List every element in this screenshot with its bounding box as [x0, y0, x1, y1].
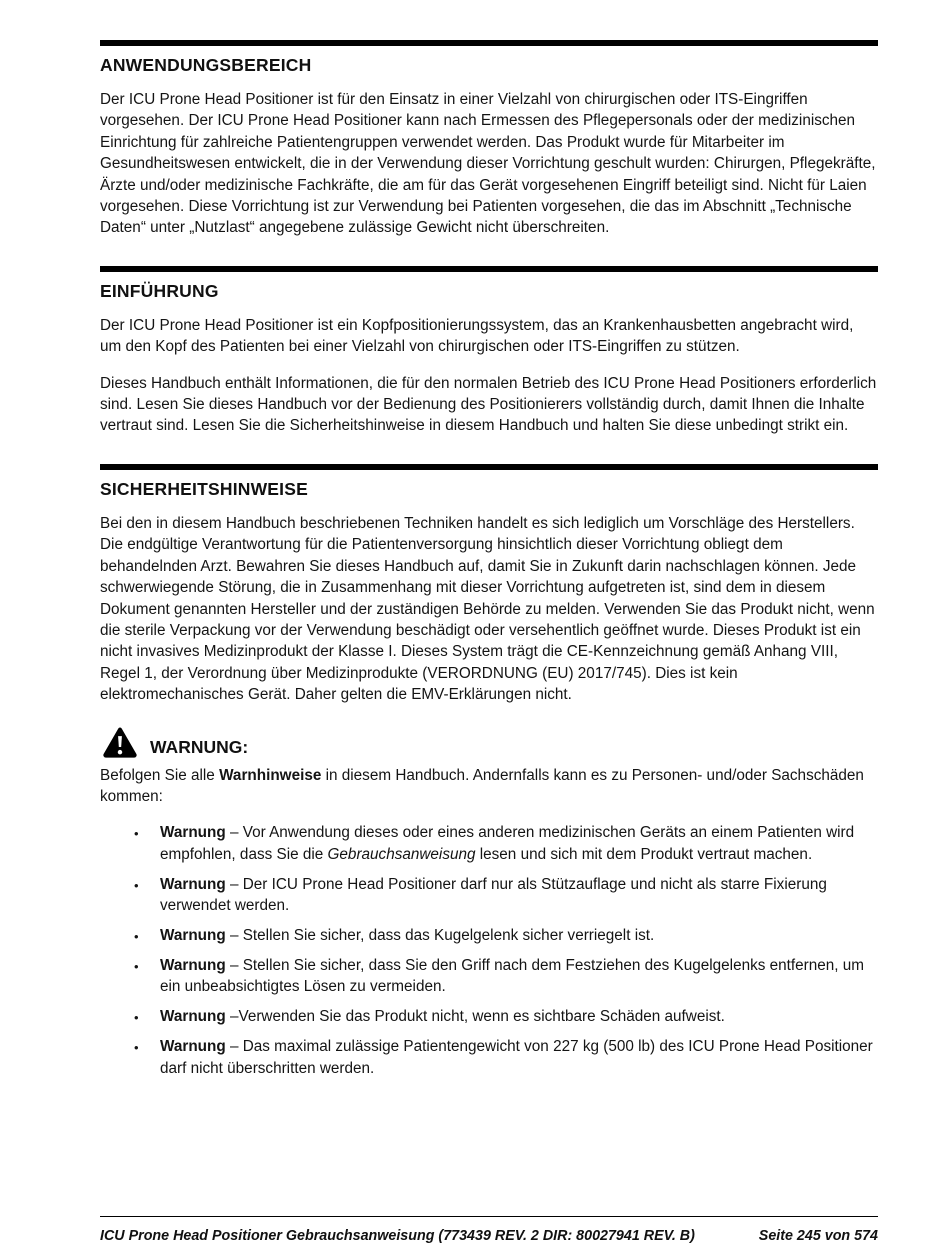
paragraph: Der ICU Prone Head Positioner ist ein Kopfpositionierungssystem, das an Krankenhausbetten angebracht wird, um den Kopf des Patienten bei einer Vielzahl von chirurgischen oder ITS-Eingriffen zu stützen.: [100, 316, 854, 356]
footer-page-number: Seite 245 von 574: [758, 1228, 878, 1244]
warning-header: [102, 726, 878, 759]
section-einfuehrung: [100, 266, 878, 437]
warning-list: [132, 822, 878, 1079]
paragraph: Dieses Handbuch enthält Informationen, die für den normalen Betrieb des ICU Prone Head Positioners erforderlich sind. Lesen Sie dieses Handbuch vor der Bedienung des Positionierers vollständig durch, damit Ihnen die Inhalte vertraut sind. Lesen Sie die Sicherheitshinweise in diesem Handbuch und halten Sie diese unbedingt strikt ein.: [100, 374, 877, 435]
section-sicherheitshinweise: [100, 464, 878, 1079]
warning-text: – Stellen Sie sicher, dass das Kugelgelenk sicher verriegelt ist.: [225, 926, 655, 944]
warning-label: Warnung: [160, 1038, 226, 1056]
section-heading: EINFÜHRUNG: [100, 280, 219, 301]
warning-list-item: [132, 874, 878, 917]
warning-intro-post: in diesem Handbuch. Andernfalls kann es zu Personen- und/oder Sachschäden kommen:: [100, 766, 864, 805]
warning-list-item: [132, 1036, 878, 1079]
warning-text: – Der ICU Prone Head Positioner darf nur als Stützauflage und nicht als starre Fixierung verwendet werden.: [160, 875, 827, 915]
section-anwendungsbereich: [100, 40, 878, 239]
warning-block: [100, 726, 878, 1079]
warning-label: Warnung: [160, 824, 226, 842]
footer-document-title: ICU Prone Head Positioner Gebrauchsanweisung (773439 REV. 2 DIR: 80027941 REV. B): [100, 1228, 695, 1244]
section-heading: SICHERHEITSHINWEISE: [100, 478, 308, 499]
warning-list-item: [132, 925, 878, 946]
section-rule: [100, 266, 878, 272]
warning-text: –Verwenden Sie das Produkt nicht, wenn es sichtbare Schäden aufweist.: [225, 1008, 725, 1026]
warning-title: WARNUNG:: [150, 737, 249, 758]
warning-text: – Vor Anwendung dieses oder eines anderen medizinischen Geräts an einem Patienten wird empfohlen, dass Sie die: [160, 824, 855, 863]
warning-text: – Stellen Sie sicher, dass Sie den Griff nach dem Festziehen des Kugelgelenks entfernen, um ein unbeabsichtigtes Lösen zu vermeiden.: [160, 956, 865, 996]
section-heading: ANWENDUNGSBEREICH: [100, 55, 312, 75]
warning-text-italic: Gebrauchsanweisung: [327, 845, 476, 863]
paragraph: Bei den in diesem Handbuch beschriebenen Techniken handelt es sich lediglich um Vorschläge des Herstellers. Die endgültige Verantwortung für die Patientenversorgung hinsichtlich dieser Vorrichtung obliegt dem behandelnden Arzt. Bewahren Sie dieses Handbuch auf, damit Sie in Zukunft darin nachschlagen können. Jede schwerwiegende Störung, die in Zusammenhang mit dieser Vorrichtung aufgetreten ist, sind dem in diesem Dokument genannten Hersteller und der zuständigen Behörde zu melden. Verwenden Sie das Produkt nicht, wenn die sterile Verpackung vor der Verwendung beschädigt oder versehentlich geöffnet wurde. Dieses Produkt ist ein nicht invasives Medizinprodukt der Klasse I. Dieses System trägt die CE-Kennzeichnung gemäß Anhang VIII, Regel 1, der Verordnung über Medizinprodukte (VERORDNUNG (EU) 2017/745). Dies ist kein elektromechanisches Gerät. Daher gelten die EMV-Erklärungen nicht.: [100, 514, 875, 704]
warning-triangle-icon: [102, 726, 138, 759]
warning-intro: [100, 765, 878, 808]
warning-label: Warnung: [160, 875, 226, 893]
warning-list-item: [132, 1006, 878, 1027]
page-footer: [100, 1216, 878, 1244]
warning-text: – Das maximal zulässige Patientengewicht von 227 kg (500 lb) des ICU Prone Head Positioner darf nicht überschritten werden.: [160, 1038, 873, 1077]
warning-label: Warnung: [160, 1008, 226, 1026]
warning-list-item: [132, 955, 878, 998]
warning-label: Warnung: [160, 926, 226, 944]
section-rule: [100, 40, 878, 46]
warning-intro-bold: Warnhinweise: [219, 766, 322, 784]
section-rule: [100, 464, 878, 470]
warning-text: lesen und sich mit dem Produkt vertraut machen.: [475, 845, 813, 863]
warning-intro-pre: Befolgen Sie alle: [100, 766, 220, 784]
paragraph: Der ICU Prone Head Positioner ist für den Einsatz in einer Vielzahl von chirurgischen oder ITS-Eingriffen vorgesehen. Der ICU Prone Head Positioner kann nach Ermessen des Pflegepersonals oder der medizinischen Einrichtung für zahlreiche Patientengruppen verwendet werden. Das Produkt wurde für Mitarbeiter im Gesundheitswesen entwickelt, die in der Verwendung dieser Vorrichtung geschult wurden: Chirurgen, Pflegekräfte, Ärzte und/oder medizinische Fachkräfte, die am für das Gerät vorgesehenen Eingriff beteiligt sind. Nicht für Laien vorgesehen. Diese Vorrichtung ist zur Verwendung bei Patienten vorgesehen, die das im Abschnitt „Technische Daten“ unter „Nutzlast“ angegebene zulässige Gewicht nicht überschreiten.: [100, 91, 876, 237]
warning-label: Warnung: [160, 956, 226, 974]
warning-list-item: [132, 822, 878, 865]
